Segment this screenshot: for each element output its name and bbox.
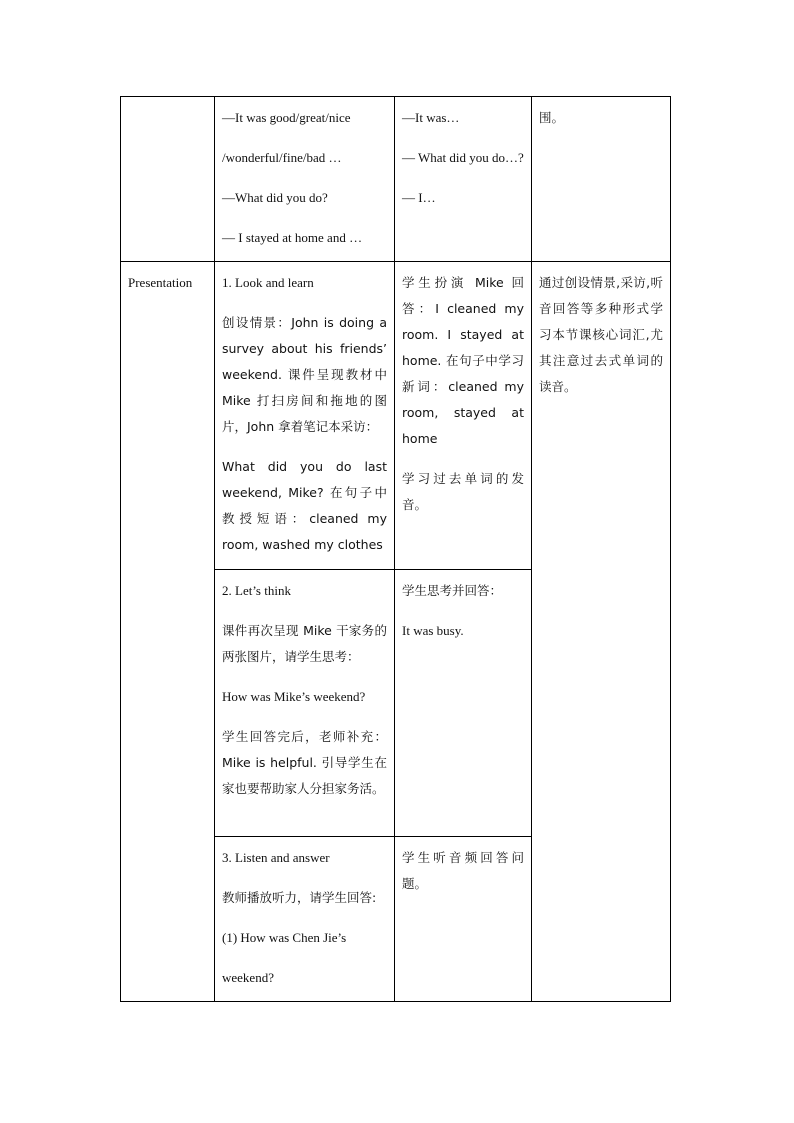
teacher-line: —It was good/great/nice — [222, 110, 351, 125]
teacher-line: weekend? — [222, 970, 274, 985]
teacher-activity-cell — [215, 262, 395, 570]
student-activity-cell — [395, 262, 532, 570]
teacher-activity-cell — [215, 570, 395, 837]
student-line: 学生思考并回答： — [402, 583, 503, 598]
student-line: —It was… — [402, 110, 460, 125]
table-row — [121, 97, 671, 262]
purpose-cell — [532, 97, 671, 262]
student-activity-cell — [395, 570, 532, 837]
student-line: It was busy. — [402, 623, 464, 638]
teacher-line: 创设情景：John is doing a survey about his friends’ weekend. 课件呈现教材中 Mike 打扫房间和拖地的图片，John 拿着笔记本采访： — [222, 315, 387, 434]
student-line: — What did you do…? — [402, 150, 524, 165]
student-line: 学生扮演 Mike 回答：I cleaned my room. I stayed at home. 在句子中学习新词：cleaned my room, stayed at home — [402, 275, 524, 446]
stage-cell — [121, 262, 215, 1002]
step-title: 3. Listen and answer — [222, 850, 330, 865]
student-line: 学生听音频回答问题。 — [402, 850, 524, 891]
teacher-line: How was Mike’s weekend? — [222, 689, 366, 704]
student-line: 学习过去单词的发音。 — [402, 471, 524, 512]
student-line: — I… — [402, 190, 436, 205]
student-activity-cell — [395, 97, 532, 262]
purpose-text: 围。 — [539, 110, 565, 125]
teacher-activity-cell — [215, 837, 395, 1002]
teacher-line: /wonderful/fine/bad … — [222, 150, 342, 165]
student-activity-cell — [395, 837, 532, 1002]
purpose-cell — [532, 262, 671, 1002]
step-title: 1. Look and learn — [222, 275, 314, 290]
teacher-line: What did you do last weekend, Mike? 在句子中教授短语：cleaned my room, washed my clothes — [222, 459, 387, 552]
purpose-text: 通过创设情景,采访,听音回答等多种形式学习本节课核心词汇,尤其注意过去式单词的读音。 — [539, 275, 663, 394]
step-title: 2. Let’s think — [222, 583, 291, 598]
table-row — [121, 262, 671, 570]
teacher-line: 教师播放听力，请学生回答: — [222, 890, 377, 905]
lesson-plan-table — [120, 96, 671, 1002]
stage-cell — [121, 97, 215, 262]
teacher-line: —What did you do? — [222, 190, 328, 205]
teacher-activity-cell — [215, 97, 395, 262]
teacher-line: 课件再次呈现 Mike 干家务的两张图片，请学生思考： — [222, 623, 387, 664]
teacher-line: — I stayed at home and … — [222, 230, 363, 245]
stage-label: Presentation — [128, 275, 193, 290]
teacher-line: (1) How was Chen Jie’s — [222, 930, 347, 945]
teacher-line: 学生回答完后，老师补充：Mike is helpful. 引导学生在家也要帮助家人分担家务活。 — [222, 729, 387, 796]
